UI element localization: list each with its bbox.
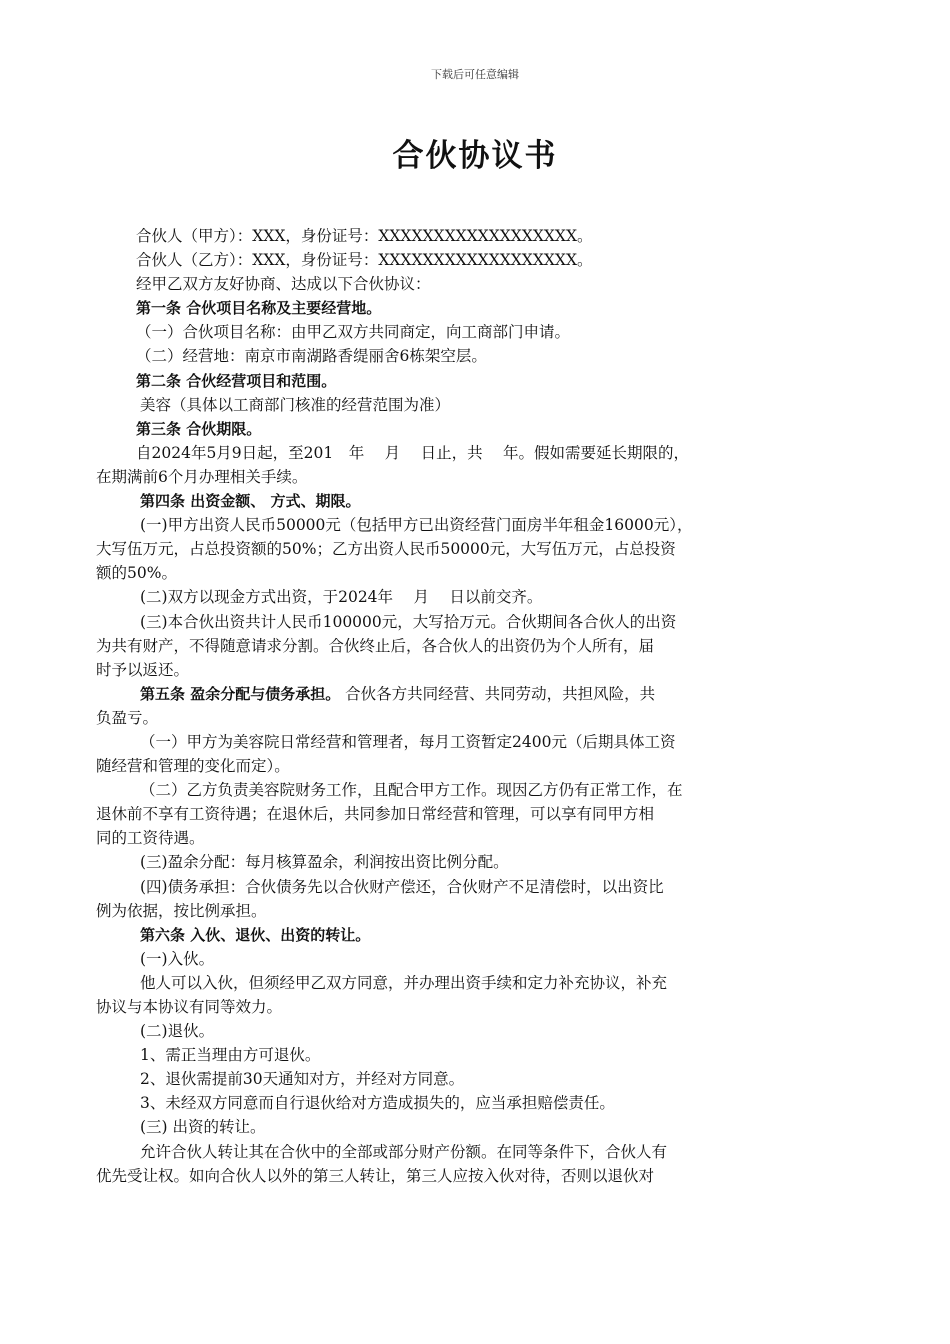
body-line [96,875,806,899]
line-text: 同的工资待遇。 [96,829,205,848]
line-text: 自2024年5月9日起，至201 年 月 日止，共 年。假如需要延长期限的， [136,443,690,462]
body-line [96,610,806,634]
line-text: 允许合伙人转让其在合伙中的全部或部分财产份额。在同等条件下，合伙人有 [140,1142,668,1161]
line-text: 随经营和管理的变化而定）。 [96,757,290,776]
body-line [96,344,806,368]
line-text: (二)退伙。 [140,1022,215,1041]
body-line [96,802,806,826]
line-text: 1、需正当理由方可退伙。 [140,1046,321,1065]
line-text: 协议与本协议有同等效力。 [96,998,283,1016]
line-text: 合伙人（甲方）：XXX，身份证号：XXXXXXXXXXXXXXXXXX。 [136,227,593,245]
header-note: 下载后可任意编辑 [431,68,519,81]
line-text: (二)双方以现金方式出资，于2024年 月 日以前交齐。 [140,588,543,607]
line-text: 时予以返还。 [96,660,190,679]
body-line [96,248,806,272]
line-text: 他人可以入伙，但须经甲乙双方同意，并办理出资手续和定力补充协议，补充 [140,973,668,992]
line-text: 合伙人（乙方）：XXX，身份证号：XXXXXXXXXXXXXXXXXX。 [136,251,593,270]
section-heading-line [96,369,806,393]
line-text: (一)入伙。 [140,949,215,968]
line-text: 在期满前6个月办理相关手续。 [96,467,308,486]
line-text: 额的50%。 [96,564,177,583]
line-text: 3、未经双方同意而自行退伙给对方造成损失的，应当承担赔偿责任。 [140,1094,615,1113]
body-line [96,634,806,658]
body-line [96,947,806,971]
body-line [96,730,806,754]
heading-text: 第四条 出资金额、 方式、期限。 [140,492,361,511]
line-text: 美容（具体以工商部门核准的经营范围为准） [140,395,451,414]
line-text: 2、退伙需提前30天通知对方，并经对方同意。 [140,1070,465,1089]
body-line [96,320,806,344]
body-line [96,971,806,995]
body-line [96,272,806,296]
line-text: 优先受让权。如向合伙人以外的第三人转让，第三人应按入伙对待，否则以退伙对 [96,1166,655,1185]
line-text: 经甲乙双方友好协商、达成以下合伙协议： [136,275,431,294]
body-line [96,441,806,465]
heading-text: 第三条 合伙期限。 [136,419,262,438]
section-heading-line [96,296,806,320]
line-text: （二）经营地：南京市南湖路香缇丽舍6栋架空层。 [136,347,487,366]
body-line [96,393,806,417]
body-line [96,706,806,730]
line-text: (三)本合伙出资共计人民币100000元，大写拾万元。合伙期间各合伙人的出资 [140,612,677,631]
heading-text: 第二条 合伙经营项目和范围。 [136,371,337,390]
body-line [96,995,806,1019]
body-line [96,585,806,609]
body-line [96,1115,806,1139]
agreement-body [96,224,806,1188]
line-text: （二）乙方负责美容院财务工作，且配合甲方工作。现因乙方仍有正常工作，在 [140,781,683,800]
heading-text: 第五条 盈余分配与债务承担。 [140,684,341,703]
line-text: 退休前不享有工资待遇；在退休后，共同参加日常经营和管理，可以享有同甲方相 [96,805,655,824]
line-text: (三)盈余分配：每月核算盈余，利润按出资比例分配。 [140,853,509,872]
line-text: （一）甲方为美容院日常经营和管理者，每月工资暂定2400元（后期具体工资 [140,732,676,751]
section-heading-line [96,417,806,441]
section-heading-line [96,489,806,513]
document-title: 合伙协议书 [392,138,558,174]
line-text: （一）合伙项目名称：由甲乙双方共同商定，向工商部门申请。 [136,323,571,342]
heading-text: 第一条 合伙项目名称及主要经营地。 [136,299,382,318]
body-line [96,1067,806,1091]
body-line [96,1091,806,1115]
body-line [96,561,806,585]
line-text: (四)债务承担：合伙债务先以合伙财产偿还，合伙财产不足清偿时，以出资比 [140,877,664,896]
body-line [96,1164,806,1188]
body-line [96,224,806,248]
line-tail-text: 合伙各方共同经营、共同劳动，共担风险，共 [340,684,656,703]
body-line [96,778,806,802]
body-line [96,658,806,682]
line-text: (一)甲方出资人民币50000元（包括甲方已出资经营门面房半年租金16000元）， [140,516,693,535]
heading-text: 第六条 入伙、退伙、出资的转让。 [140,925,371,944]
body-line [96,465,806,489]
line-text: 负盈亏。 [96,708,159,727]
body-line [96,1019,806,1043]
line-text: 大写伍万元，占总投资额的50%；乙方出资人民币50000元，大写伍万元，占总投资 [96,540,676,559]
body-line [96,537,806,561]
body-line [96,899,806,923]
body-line [96,1140,806,1164]
body-line [96,513,806,537]
line-text: 例为依据，按比例承担。 [96,901,267,920]
body-line [96,850,806,874]
body-line [96,754,806,778]
body-line [96,1043,806,1067]
body-line [96,826,806,850]
line-text: 为共有财产，不得随意请求分割。合伙终止后，各合伙人的出资仍为个人所有，届 [96,636,655,655]
section-heading-line [96,682,806,706]
line-text: (三) 出资的转让。 [140,1118,266,1137]
section-heading-line [96,923,806,947]
